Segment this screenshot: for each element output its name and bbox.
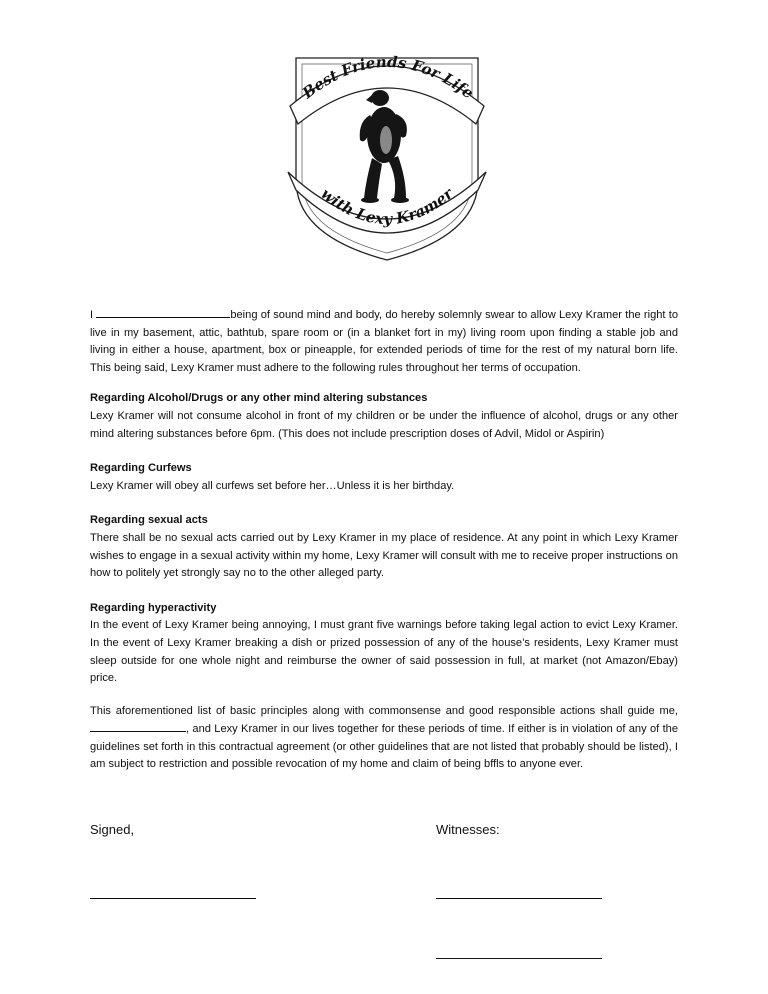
crest-logo: [282, 40, 492, 262]
svg-text:Best Friends For Life: Best Friends For Life: [299, 52, 477, 103]
witness-line-1: [436, 898, 602, 899]
closing-text: , and Lexy Kramer in our lives together for these periods of time. If either is in violation of any of the guidelines set forth in this contractual agreement (or other guidelines that are not listed that probably should be listed), I am subject to restriction and possible revocation of my home and claim of being bffls to anyone ever.: [90, 723, 678, 771]
intro-text: being of sound mind and body, do hereby solemnly swear to allow Lexy Kramer the right to live in my basement, attic, bathtub, spare room or (in a blanket fort in my) living room upon finding a stable job and living in either a house, apartment, box or pineapple, for extended periods of time for the rest of my natural born life. This being said, Lexy Kramer must adhere to the following rules throughout her terms of occupation.: [90, 309, 678, 374]
signed-label: Signed,: [90, 822, 135, 837]
section-body-curfews: Lexy Kramer will obey all curfews set before her…Unless it is her birthday.: [90, 479, 455, 492]
intro-start: I: [90, 309, 97, 321]
signature-line: [90, 898, 256, 899]
intro-paragraph: [90, 306, 678, 377]
section-body-hyperactivity: In the event of Lexy Kramer being annoying, I must grant five warnings before taking legal action to evict Lexy Kramer. In the event of Lexy Kramer breaking a dish or prized possession of any of the house’s residents, Lexy Kramer must sleep outside for one whole night and reimburse the owner of said possession in full, at market (not Amazon/Ebay) price.: [90, 619, 678, 685]
section-title-sexual-acts: Regarding sexual acts: [90, 514, 208, 527]
closing-paragraph: [90, 703, 678, 774]
svg-text:with Lexy Kramer: with Lexy Kramer: [317, 184, 457, 229]
witness-line-2: [436, 958, 602, 959]
section-body-alcohol: Lexy Kramer will not consume alcohol in front of my children or be under the influence of alcohol, drugs or any other mind altering substances before 6pm. (This does not include prescription doses of Advil, Midol or Aspirin): [90, 409, 678, 440]
name-blank-line: [96, 306, 230, 318]
closing-start: This aforementioned list of basic principles along with commonsense and good responsible actions shall guide me,: [90, 704, 678, 717]
witnesses-label: Witnesses:: [436, 822, 500, 837]
crest-emblem: [282, 40, 492, 262]
section-title-alcohol: Regarding Alcohol/Drugs or any other mind altering substances: [90, 392, 428, 405]
agreement-body: [90, 306, 678, 774]
section-title-hyperactivity: Regarding hyperactivity: [90, 601, 217, 614]
section-body-sexual-acts: There shall be no sexual acts carried out by Lexy Kramer in my place of residence. At any point in which Lexy Kramer wishes to engage in a sexual activity within my home, Lexy Kramer will consult with me to receive proper instructions on how to politely yet strongly say no to the other alleged party.: [90, 531, 678, 580]
section-title-curfews: Regarding Curfews: [90, 462, 192, 475]
second-name-blank-line: [90, 720, 186, 732]
